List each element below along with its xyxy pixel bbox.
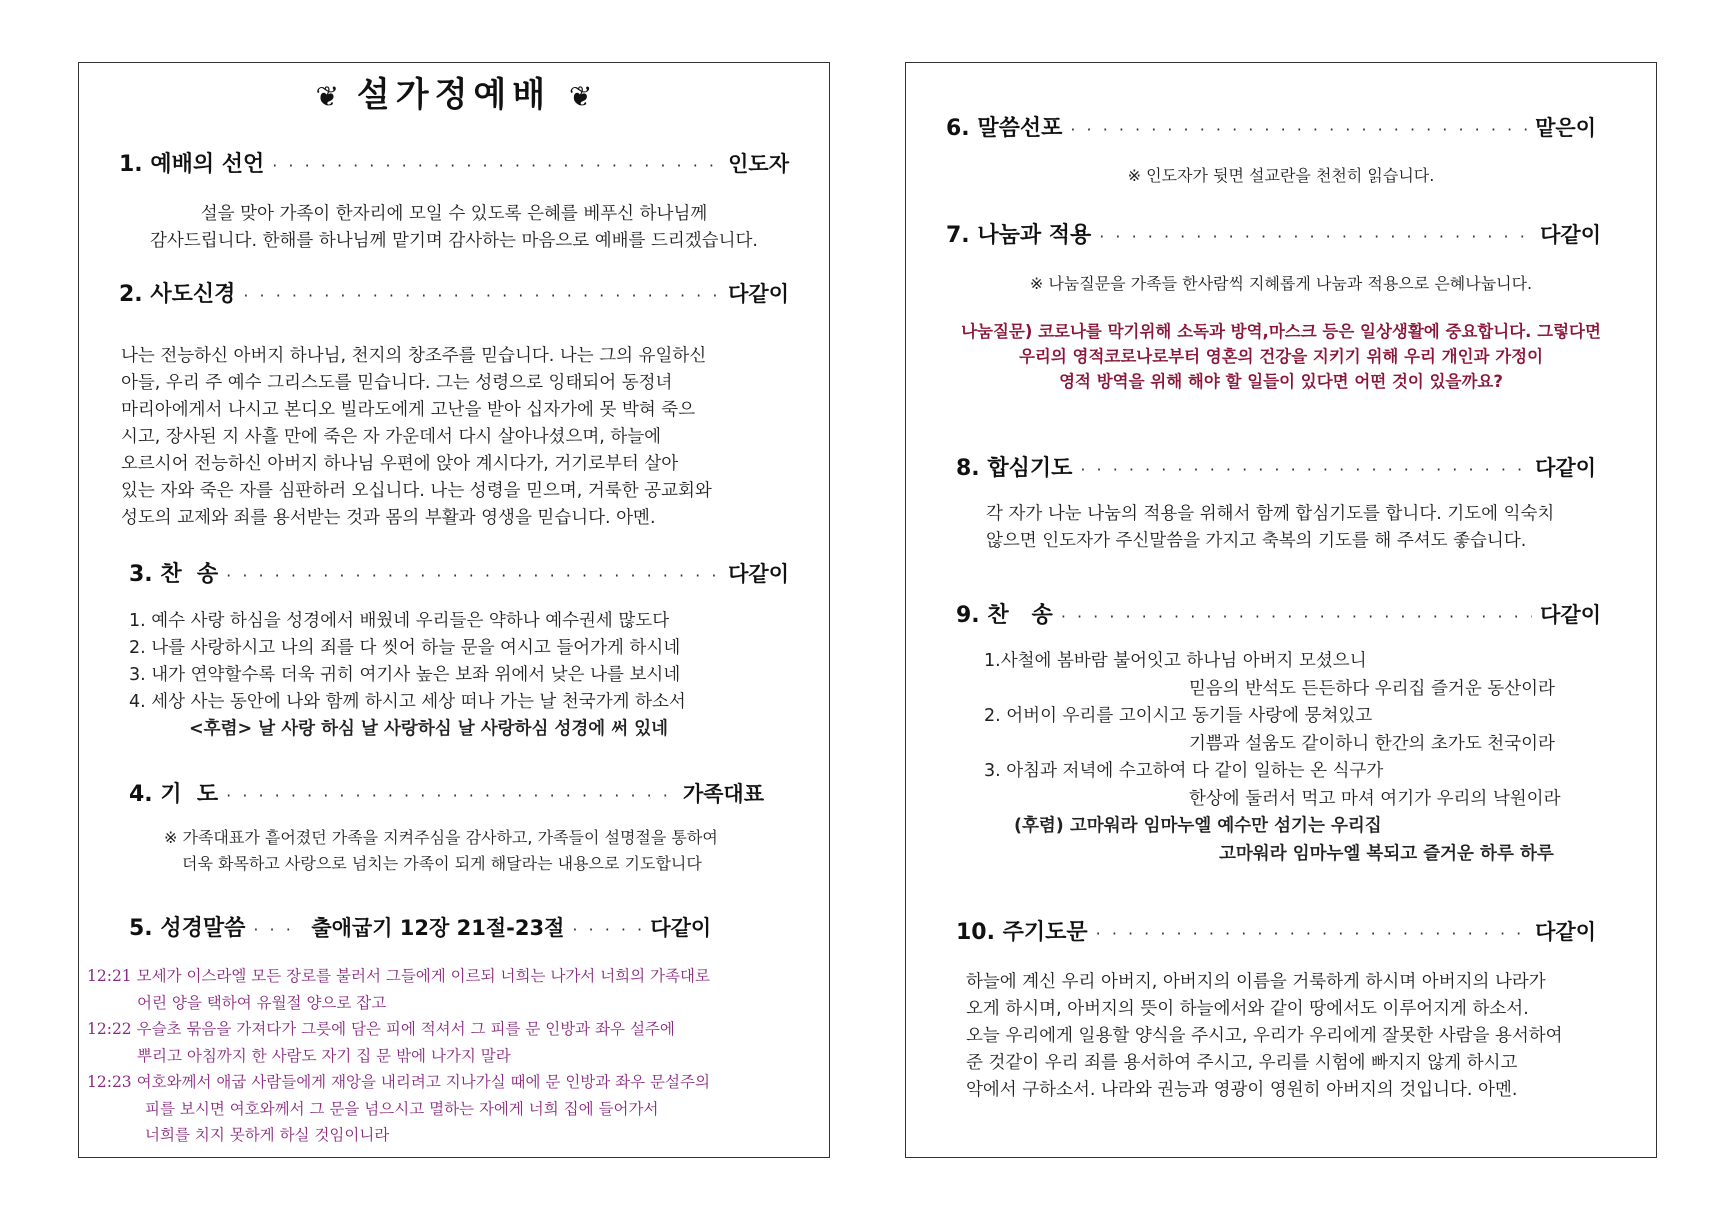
lords-prayer-text: 하늘에 계신 우리 아버지, 아버지의 이름을 거룩하게 하시며 아버지의 나라가 오게 하시며, 아버지의 뜻이 하늘에서와 같이 땅에서도 이루어지게 하소서. 오늘 우리에게 일용할 양식을 주시고, 우리가 우리에게 잘못한 사람을 용서하여 준 것같이 우리 죄를 용서하여 주시고, 우리를 시험에 빠지지 않게 하시고 악에서 구하소서. 나라와 권능과 영광이 영원히 아버지의 것입니다. 아멘. bbox=[966, 972, 1563, 1100]
hymn-chorus: 고마워라 임마누엘 복되고 즐거운 하루 하루 bbox=[1219, 843, 1554, 864]
section-9-heading bbox=[956, 598, 1601, 629]
hymn-lyrics: 1. 예수 사랑 하심을 성경에서 배웠네 우리들은 약하나 예수권세 많도다 2. 나를 사랑하시고 나의 죄를 다 씻어 하늘 문을 여시고 들어가게 하시네 3. 내가 연약할수록 더욱 귀히 여기사 높은 보좌 위에서 낮은 나를 보시네 4. 세상 사는 동안에 나와 함께 하시고 세상 떠나 가는 날 천국가게 하소서 <후렴> 날 사랑 하심 날 사랑하심 날 사랑하심 성경에 써 있네 bbox=[129, 608, 809, 743]
verse-line: 12:21 모세가 이스라엘 모든 장로를 불러서 그들에게 이르되 너희는 나가서 너희의 가족대로 bbox=[87, 967, 710, 985]
section-role: 다같이 bbox=[1535, 456, 1596, 480]
hymn-chorus: <후렴> 날 사랑 하심 날 사랑하심 날 사랑하심 성경에 써 있네 bbox=[189, 719, 669, 739]
scripture-reference: 출애굽기 12장 21절-23절 bbox=[311, 916, 565, 940]
section-1-body: 설을 맞아 가족이 한자리에 모일 수 있도록 은혜를 베푸신 하나님께 감사드립니다. 한해를 하나님께 맡기며 감사하는 마음으로 예배를 드리겠습니다. bbox=[150, 204, 758, 251]
section-role: 맡은이 bbox=[1535, 116, 1596, 140]
section-3-heading bbox=[129, 557, 789, 588]
hymn-chorus: (후렴) 고마워라 임마누엘 예수만 섬기는 우리집 bbox=[1014, 816, 1382, 836]
section-7-heading bbox=[946, 218, 1601, 249]
section-4-heading bbox=[129, 777, 764, 808]
dot-leader bbox=[226, 566, 720, 585]
dot-leader bbox=[1099, 227, 1532, 246]
dot-leader bbox=[1061, 607, 1532, 626]
dot-leader bbox=[272, 156, 720, 175]
section-role: 다같이 bbox=[650, 916, 712, 940]
section-heading-text: 3. 찬 송 bbox=[129, 562, 219, 587]
section-heading-text: 10. 주기도문 bbox=[956, 920, 1088, 945]
section-8-heading bbox=[956, 451, 1596, 482]
section-10-heading bbox=[956, 915, 1596, 946]
prayer-note: ※ 가족대표가 흩어졌던 가족을 지켜주심을 감사하고, 가족들이 설명절을 통하여 더욱 화목하고 사랑으로 넘치는 가족이 되게 해달라는 내용으로 기도합니다 bbox=[164, 828, 718, 873]
section-role: 다같이 bbox=[728, 282, 789, 306]
title-text: 설가정예배 bbox=[356, 75, 552, 115]
right-page bbox=[905, 62, 1657, 1158]
section-heading-text: 8. 합심기도 bbox=[956, 456, 1073, 481]
section-role: 인도자 bbox=[728, 152, 789, 176]
apostles-creed-text: 나는 전능하신 아버지 하나님, 천지의 창조주를 믿습니다. 나는 그의 유일하신 아들, 우리 주 예수 그리스도를 믿습니다. 그는 성령으로 잉태되어 동정녀 마리아에게서 나시고 본디오 빌라도에게 고난을 받아 십자가에 못 박혀 죽으 시고, 장사된 지 사흘 만에 죽은 자 가운데서 다시 살아나셨으며, 하늘에 오르시어 전능하신 아버지 하나님 우편에 앉아 계시다가, 거기로부터 살아 있는 자와 죽은 자를 심판하러 오십니다. 나는 성령을 믿으며, 거룩한 공교회와 성도의 교제와 죄를 용서받는 것과 몸의 부활과 영생을 믿습니다. 아멘. bbox=[121, 346, 712, 528]
page-title bbox=[79, 67, 829, 116]
section-role: 다같이 bbox=[728, 562, 789, 586]
section-heading-text: 9. 찬 송 bbox=[956, 603, 1053, 628]
dot-leader bbox=[572, 920, 642, 939]
section-heading-text: 6. 말씀선포 bbox=[946, 116, 1063, 141]
section-1-heading bbox=[119, 147, 789, 178]
section-role: 가족대표 bbox=[682, 782, 764, 806]
dot-leader bbox=[253, 920, 303, 939]
heart-ornament-icon: ❦ bbox=[315, 80, 340, 113]
hymn-lyrics: 1.사철에 봄바람 불어잇고 하나님 아버지 모셨으니 믿음의 반석도 든든하다 우리집 즐거운 동산이라 2. 어버이 우리를 고이시고 동기들 사랑에 뭉쳐있고 기쁨과 설움도 같이하니 한간의 초가도 천국이라 3. 아침과 저녁에 수고하여 다 같이 일하는 온 식구가 한상에 둘러서 먹고 마셔 여기가 우리의 낙원이라 (후렴) 고마워라 임마누엘 예수만 섬기는 우리집 고마워라 임마누엘 복되고 즐거운 하루 하루 bbox=[984, 648, 1654, 868]
heart-ornament-icon: ❦ bbox=[568, 80, 593, 113]
section-6-heading bbox=[946, 111, 1596, 142]
section-2-heading bbox=[119, 277, 789, 308]
section-heading-text: 5. 성경말씀 bbox=[129, 916, 246, 941]
section-heading-text: 7. 나눔과 적용 bbox=[946, 223, 1092, 248]
dot-leader bbox=[243, 286, 720, 305]
section-role: 다같이 bbox=[1540, 603, 1601, 627]
verse-line: 12:23 여호와께서 애굽 사람들에게 재앙을 내리려고 지나가실 때에 문 인방과 좌우 문설주의 bbox=[87, 1073, 710, 1091]
sermon-note: ※ 인도자가 뒷면 설교란을 천천히 읽습니다. bbox=[1127, 166, 1435, 185]
dot-leader bbox=[1080, 460, 1527, 479]
dot-leader bbox=[1096, 924, 1528, 943]
section-5-heading bbox=[129, 911, 789, 942]
left-page bbox=[78, 62, 830, 1158]
section-role: 다같이 bbox=[1540, 223, 1601, 247]
united-prayer-text: 각 자가 나눈 나눔의 적용을 위해서 함께 합심기도를 합니다. 기도에 익숙치 않으면 인도자가 주신말씀을 가지고 축복의 기도를 해 주셔도 좋습니다. bbox=[986, 504, 1555, 551]
sharing-note: ※ 나눔질문을 가족들 한사람씩 지혜롭게 나눔과 적용으로 은혜나눕니다. bbox=[1029, 274, 1533, 293]
section-role: 다같이 bbox=[1535, 920, 1596, 944]
dot-leader bbox=[1070, 120, 1527, 139]
section-heading-text: 4. 기 도 bbox=[129, 782, 219, 807]
dot-leader bbox=[226, 786, 675, 805]
scripture-text: 12:21 모세가 이스라엘 모든 장로를 불러서 그들에게 이르되 너희는 나가서 너희의 가족대로 어린 양을 택하여 유월절 양으로 잡고 12:22 우슬초 묶음을 가져다가 그릇에 담은 피에 적셔서 그 피를 문 인방과 좌우 설주에 뿌리고 아침까지 한 사람도 자기 집 문 밖에 나가지 말라 12:23 여호와께서 애굽 사람들에게 재앙을 내리려고 지나가실 때에 문 인방과 좌우 문설주의 피를 보시면 여호와께서 그 문을 넘으시고 멸하는 자에게 너희 집에 들어가서 너희를 치지 못하게 하실 것임이니라 bbox=[87, 963, 823, 1149]
section-heading-text: 2. 사도신경 bbox=[119, 282, 236, 307]
section-heading-text: 1. 예배의 선언 bbox=[119, 152, 265, 177]
sharing-question: 나눔질문) 코로나를 막기위해 소독과 방역,마스크 등은 일상생활에 중요합니다. 그렇다면 우리의 영적코로나로부터 영혼의 건강을 지키기 위해 우리 개인과 가정이 영적 방역을 위해 해야 할 일들이 있다면 어떤 것이 있을까요? bbox=[961, 322, 1601, 391]
verse-line: 12:22 우슬초 묶음을 가져다가 그릇에 담은 피에 적셔서 그 피를 문 인방과 좌우 설주에 bbox=[87, 1020, 675, 1038]
